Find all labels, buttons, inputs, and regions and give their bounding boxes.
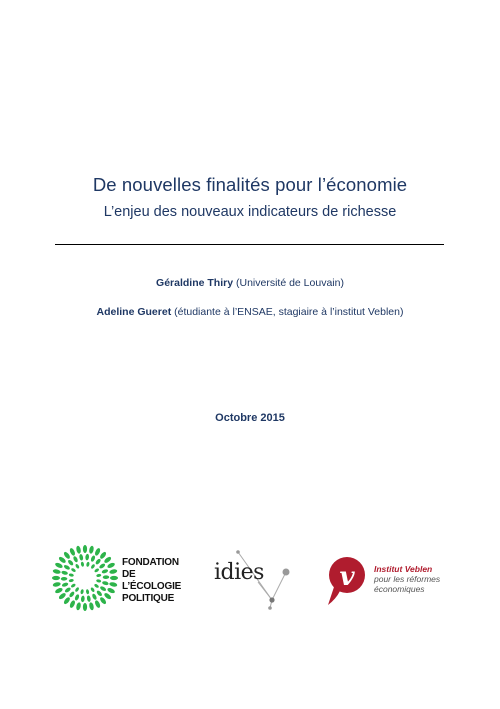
institut-veblen-logo	[326, 555, 456, 610]
fep-logo-text	[122, 557, 182, 605]
veblen-line-1: Institut Veblen	[374, 564, 433, 574]
document-subtitle: L’enjeu des nouveaux indicateurs de richesse	[103, 204, 397, 220]
fep-line-3: POLITIQUE	[122, 593, 175, 604]
veblen-logo-text	[374, 564, 440, 594]
fep-line-1: FONDATION	[122, 557, 179, 568]
author-affiliation: (Université de Louvain)	[235, 277, 344, 289]
idies-wordmark: idies	[214, 560, 264, 585]
svg-text:v: v	[339, 562, 355, 592]
veblen-line-3: économiques	[374, 584, 425, 594]
author-line-2	[0, 306, 500, 318]
author-line-1	[0, 277, 500, 289]
publication-date: Octobre 2015	[215, 412, 285, 424]
author-name: Adeline Gueret	[96, 306, 172, 318]
fep-line-2: DE L’ÉCOLOGIE	[122, 569, 182, 592]
idies-logo	[212, 550, 294, 612]
author-name: Géraldine Thiry	[156, 277, 234, 289]
veblen-v-icon	[326, 555, 370, 607]
fondation-ecologie-politique-logo	[52, 545, 182, 613]
veblen-line-2: pour les réformes	[374, 574, 441, 584]
author-affiliation: (étudiante à l’ENSAE, stagiaire à l’institut Veblen)	[174, 306, 404, 318]
sunburst-icon	[52, 545, 118, 611]
document-title: De nouvelles finalités pour l’économie	[92, 174, 408, 195]
title-divider	[55, 244, 444, 245]
